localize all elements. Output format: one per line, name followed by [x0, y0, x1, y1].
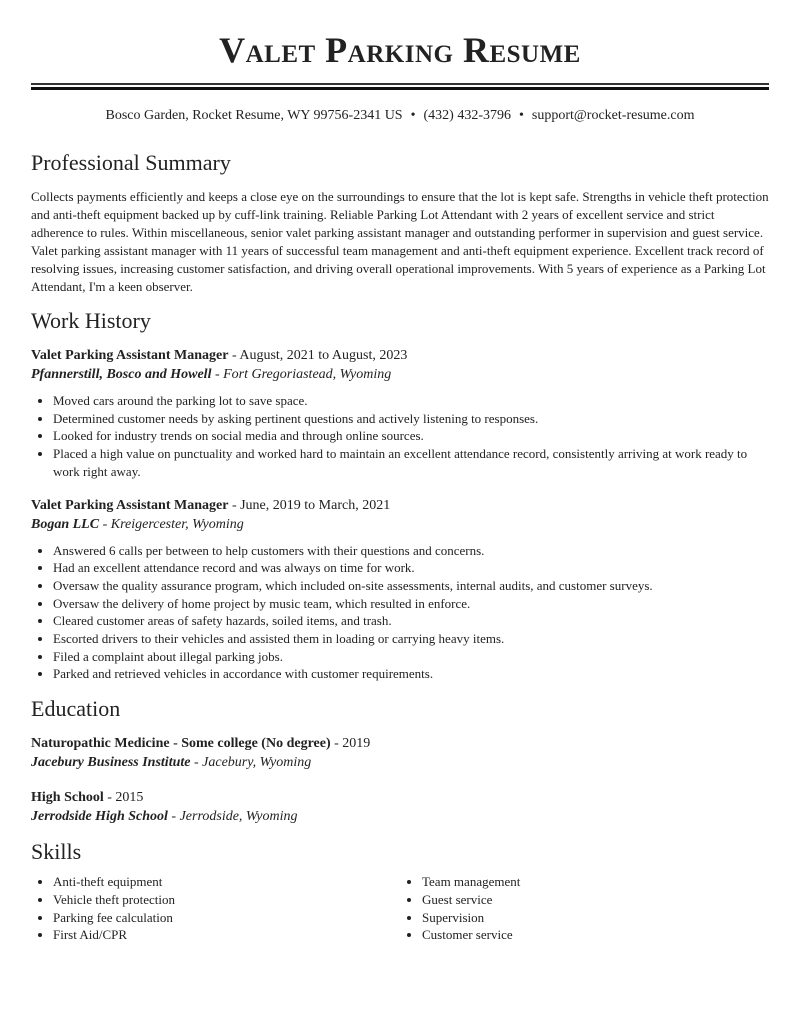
edu-year: - 2015 — [103, 790, 144, 806]
list-item: • Cleared customer areas of safety hazards, soiled items, and trash. — [53, 612, 769, 630]
list-item: • Had an excellent attendance record and was always on time for work. — [53, 559, 769, 577]
list-item: • Looked for industry trends on social media and through online sources. — [53, 427, 769, 445]
education-entry — [31, 734, 769, 772]
job-company: Bogan LLC — [31, 516, 100, 532]
contact-line — [31, 106, 769, 126]
job-bullets — [31, 392, 769, 481]
skills-list-left — [31, 873, 400, 944]
job-dates: - June, 2019 to March, 2021 — [228, 497, 391, 513]
skill-item: • Vehicle theft protection — [53, 891, 400, 909]
job-bullets — [31, 542, 769, 684]
skill-item: • Anti-theft equipment — [53, 873, 400, 891]
job-title: Valet Parking Assistant Manager — [31, 348, 229, 363]
job-entry — [31, 496, 769, 684]
edu-location: - Jerrodside, Wyoming — [167, 809, 298, 825]
section-heading-summary: Professional Summary — [31, 150, 231, 175]
skill-item: • Guest service — [422, 891, 769, 909]
list-item: • Oversaw the quality assurance program, which included on-site assessments, internal audits, and customer surveys. — [53, 577, 769, 595]
skills-columns — [31, 873, 769, 944]
summary-text: Collects payments efficiently and keeps a close eye on the surroundings to ensure that the lot is kept safe. Strengths in vehicle theft protection and anti-theft equipment backed up by cuff-link training. Reliable Parking Lot Attendant with 2 years of excellent service and strict adherence to rules. Within miscellaneous, senior valet parking assistant manager and outstanding performer in supervision and guest service. Valet parking assistant manager with 11 years of successful team management and anti-theft equipment experience. Excellent track record of resolving issues, increasing customer satisfaction, and driving overall operational improvements. With 5 years of experience as a Parking Lot Attendant, I'm a keen observer. — [31, 189, 769, 294]
job-title: Valet Parking Assistant Manager — [31, 497, 229, 513]
list-item: • Determined customer needs by asking pertinent questions and actively listening to responses. — [53, 410, 769, 428]
bullet-separator: • — [410, 108, 416, 123]
resume-title: Valet Parking Resume — [219, 30, 581, 70]
section-heading-education: Education — [31, 696, 121, 722]
skills-list-right — [400, 873, 769, 944]
list-item: • Moved cars around the parking lot to save space. — [53, 392, 769, 410]
contact-address: Bosco Garden, Rocket Resume, WY 99756-2341 US — [105, 108, 403, 123]
skill-item: • Parking fee calculation — [53, 909, 400, 927]
skill-item: • First Aid/CPR — [53, 926, 400, 944]
education-entry — [31, 788, 769, 826]
job-location: - Kreigercester, Wyoming — [99, 516, 244, 532]
list-item: • Placed a high value on punctuality and worked hard to maintain an excellent attendance record, consistently arriving at work ready to work right away. — [53, 445, 769, 480]
list-item: • Parked and retrieved vehicles in accordance with customer requirements. — [53, 665, 769, 683]
list-item: • Oversaw the delivery of home project by music team, which resulted in enforce. — [53, 595, 769, 613]
job-entry — [31, 346, 769, 481]
header-divider — [31, 83, 769, 90]
contact-email: support@rocket-resume.com — [531, 108, 695, 123]
job-company: Pfannerstill, Bosco and Howell — [31, 367, 212, 382]
edu-year: - 2019 — [330, 736, 371, 752]
list-item: • Escorted drivers to their vehicles and assisted them in loading or carrying heavy items. — [53, 630, 769, 648]
contact-phone: (432) 432-3796 — [423, 108, 511, 123]
section-heading-skills: Skills — [31, 839, 82, 865]
skill-item: • Supervision — [422, 909, 769, 927]
edu-school: Jacebury Business Institute — [31, 755, 191, 771]
job-dates: - August, 2021 to August, 2023 — [228, 348, 408, 363]
edu-location: - Jacebury, Wyoming — [190, 755, 312, 771]
bullet-separator: • — [519, 108, 524, 123]
skill-item: • Customer service — [422, 926, 769, 944]
edu-degree: High School — [31, 790, 104, 806]
list-item: • Answered 6 calls per between to help customers with their questions and concerns. — [53, 542, 769, 560]
list-item: • Filed a complaint about illegal parking jobs. — [53, 648, 769, 666]
edu-degree: Naturopathic Medicine - Some college (No degree) — [31, 736, 331, 752]
job-location: - Fort Gregoriastead, Wyoming — [211, 367, 392, 382]
divider-thick-line — [31, 87, 769, 90]
edu-school: Jerrodside High School — [31, 809, 168, 825]
skill-item: • Team management — [422, 873, 769, 891]
section-heading-work: Work History — [31, 308, 151, 333]
